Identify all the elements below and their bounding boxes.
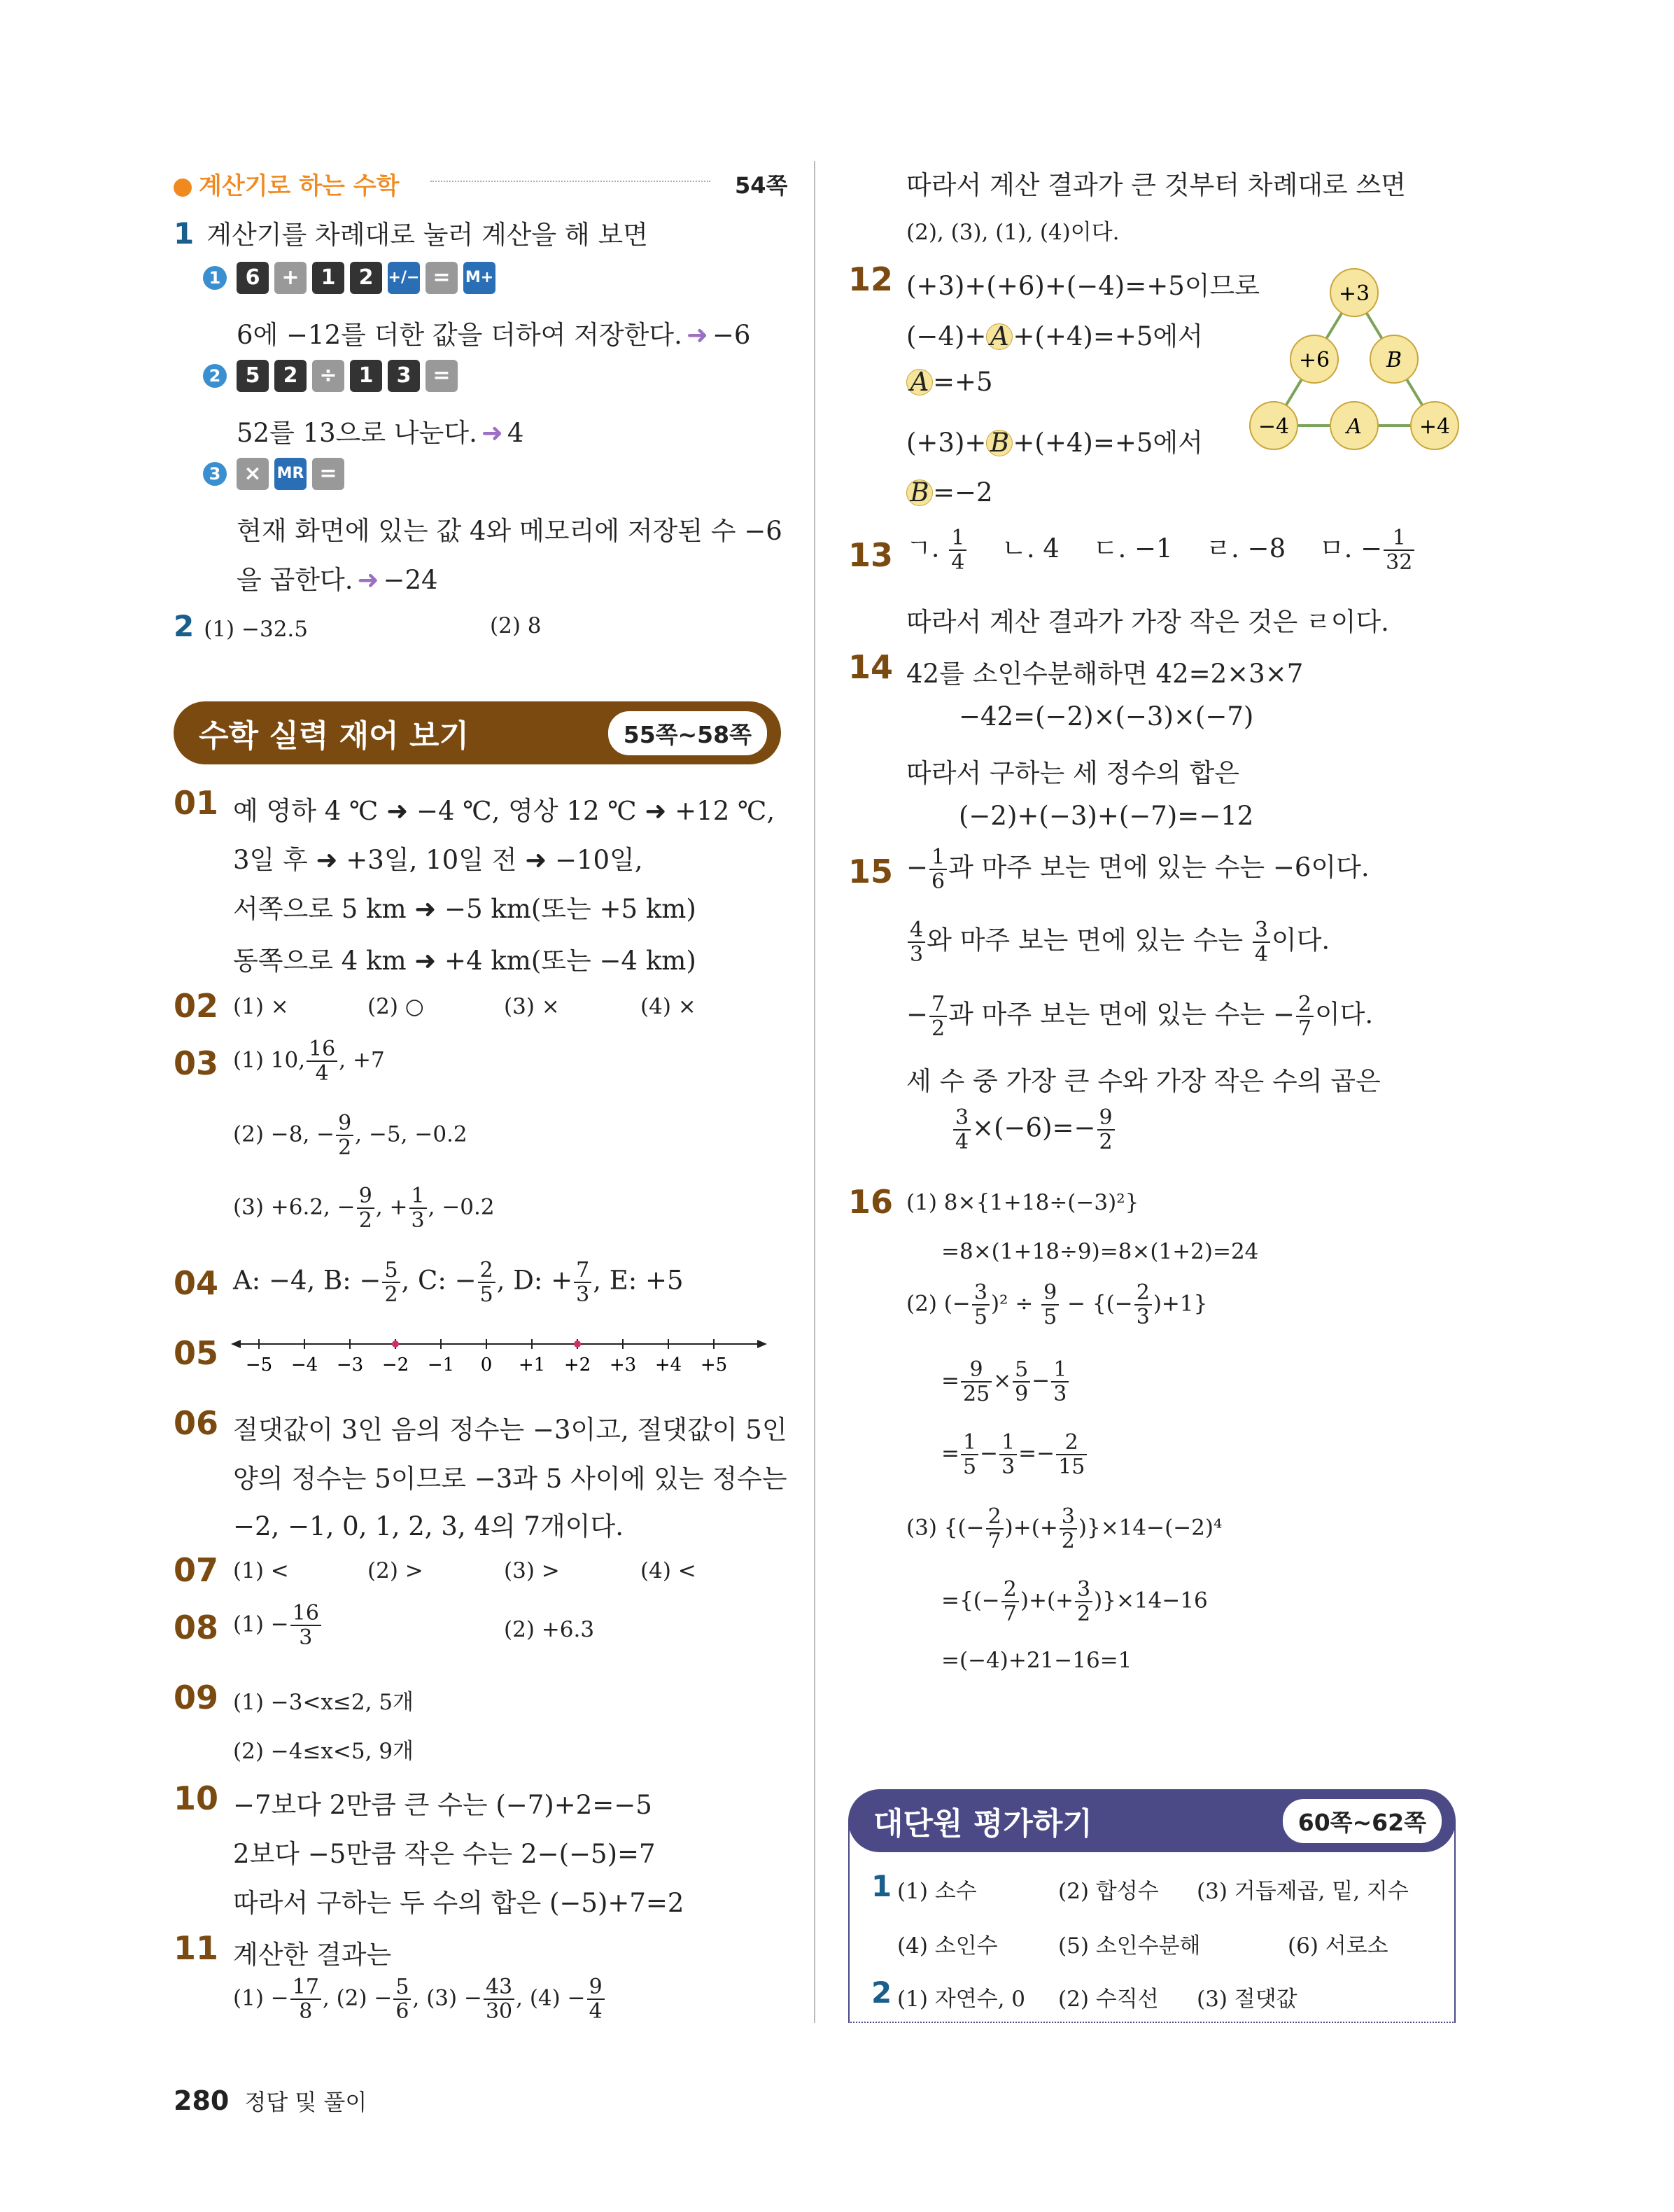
final-q1-a2: (2) 합성수 (1058, 1879, 1159, 1904)
q06-number: 06 (174, 1404, 219, 1442)
q11-number: 11 (174, 1929, 219, 1967)
q13-line-1: ㄱ. $\frac{1}{4}$ ㄴ. 4 ㄷ. −1 ㄹ. −8 ㅁ. − $\frac{1}{32}$ (906, 526, 1416, 574)
q04-answer: A: −4, B: − $\frac{5}{2}$ , C: − $\frac{2}{5}$ , D: + $\frac{7}{3}$ , E: +5 (233, 1258, 684, 1307)
q12-number: 12 (848, 260, 894, 298)
q09-a1: (1) −3<x≤2, 5개 (233, 1690, 414, 1715)
q16-3-line-2: ={(− $\frac{2}{7}$ )+(+ $\frac{3}{2}$ )}×14−16 (941, 1577, 1208, 1626)
final-q1-a1: (1) 소수 (897, 1879, 977, 1904)
final-q1-a5: (5) 소인수분해 (1058, 1933, 1201, 1959)
q15-line-3: − $\frac{7}{2}$ 과 마주 보는 면에 있는 수는 − $\frac{2}{7}$ 이다. (906, 992, 1374, 1041)
q09-number: 09 (174, 1679, 219, 1716)
q15-number: 15 (848, 853, 894, 890)
number-line-label: −5 (245, 1354, 273, 1376)
q16-2-line-1: (2) (− $\frac{3}{5}$ )² ÷ $\frac{9}{5}$ − {(− $\frac{2}{3}$ )+1} (906, 1280, 1208, 1329)
final-q2-a2: (2) 수직선 (1058, 1987, 1159, 2012)
q07-a2: (2) > (367, 1558, 423, 1583)
number-line-point (574, 1340, 581, 1348)
continued-line-1: 따라서 계산 결과가 큰 것부터 차례대로 쓰면 (906, 170, 1406, 200)
section-banner-unit-test: 대단원 평가하기 60쪽~62쪽 (848, 1789, 1456, 1852)
q14-line-2: −42=(−2)×(−3)×(−7) (959, 701, 1254, 732)
calc-header: 계산기로 하는 수학 (174, 167, 399, 201)
q01-line-4: 동쪽으로 4 km ➜ +4 km(또는 −4 km) (233, 946, 696, 976)
number-line-label: −4 (290, 1354, 318, 1376)
calc-keys-row-2: 2 5 2 ÷ 1 3 = (203, 358, 463, 392)
q14-line-1: 42를 소인수분해하면 42=2×3×7 (906, 659, 1304, 689)
q12-line-5: B =−2 (906, 477, 993, 507)
q12-line-2: (−4)+ A +(+4)=+5에서 (906, 321, 1203, 351)
q11-line-1: 계산한 결과는 (233, 1940, 392, 1970)
q12-line-3: A =+5 (906, 367, 993, 397)
number-line-label: −2 (381, 1354, 409, 1376)
page-footer: 280 정답 및 풀이 (174, 2085, 367, 2116)
q06-line-2: 양의 정수는 5이므로 −3과 5 사이에 있는 정수는 (233, 1464, 787, 1494)
q16-2-line-3: = $\frac{1}{5}$ − $\frac{1}{3}$ =− $\frac{2}{15}$ (941, 1431, 1088, 1478)
q13-number: 13 (848, 536, 894, 574)
q15-line-1: − $\frac{1}{6}$ 과 마주 보는 면에 있는 수는 −6이다. (906, 845, 1370, 894)
q02-a3: (3) × (504, 994, 560, 1019)
final-q2: 2 (871, 1975, 892, 2010)
svg-text:+4: +4 (1419, 414, 1451, 439)
q06-line-1: 절댓값이 3인 음의 정수는 −3이고, 절댓값이 5인 (233, 1415, 787, 1445)
triangle-diagram (1246, 266, 1463, 455)
svg-text:A: A (1346, 414, 1362, 439)
q14-line-4: (−2)+(−3)+(−7)=−12 (959, 801, 1254, 831)
q03-number: 03 (174, 1044, 219, 1082)
section-banner-skills: 수학 실력 재어 보기 55쪽~58쪽 (174, 701, 781, 764)
calc-keys-row-3: 3 × MR = (203, 456, 350, 490)
q07-a1: (1) < (233, 1558, 289, 1583)
q03-line-3: (3) +6.2, − $\frac{9}{2}$ , + $\frac{1}{3}$ , −0.2 (233, 1184, 495, 1233)
column-divider (814, 161, 815, 2023)
q04-number: 04 (174, 1264, 219, 1302)
calc-desc-1: 6에 −12를 더한 값을 더하여 저장한다. ➜ −6 (237, 320, 751, 350)
calc-desc-3a: 현재 화면에 있는 값 4와 메모리에 저장된 수 −6 (237, 516, 782, 546)
q07-a3: (3) > (504, 1558, 560, 1583)
q01-line-3: 서쪽으로 5 km ➜ −5 km(또는 +5 km) (233, 894, 696, 924)
q12-line-1: (+3)+(+6)+(−4)=+5이므로 (906, 271, 1260, 301)
final-q1-a6: (6) 서로소 (1288, 1933, 1388, 1959)
q16-1-line-2: =8×(1+18÷9)=8×(1+2)=24 (941, 1239, 1259, 1264)
q03-line-1: (1) 10, $\frac{16}{4}$ , +7 (233, 1037, 385, 1086)
q12-line-4: (+3)+ B +(+4)=+5에서 (906, 428, 1203, 458)
q15-line-5: $\frac{3}{4}$ ×(−6)=− $\frac{9}{2}$ (952, 1106, 1116, 1154)
q01-number: 01 (174, 784, 219, 822)
calc-page-ref: 54쪽 (735, 172, 788, 199)
final-q1: 1 (871, 1869, 892, 1903)
calc-q2-2: (2) 8 (490, 613, 542, 638)
q07-number: 07 (174, 1551, 219, 1589)
q08-number: 08 (174, 1609, 219, 1646)
calc-q2: 2 (1) −32.5 (174, 609, 308, 643)
continued-line-2: (2), (3), (1), (4)이다. (906, 220, 1120, 245)
q13-line-2: 따라서 계산 결과가 가장 작은 것은 ㄹ이다. (906, 607, 1389, 637)
final-q1-a3: (3) 거듭제곱, 밑, 지수 (1197, 1879, 1409, 1904)
q08-a1: (1) − $\frac{16}{3}$ (233, 1602, 323, 1649)
q09-a2: (2) −4≤x<5, 9개 (233, 1739, 414, 1764)
q07-a4: (4) < (640, 1558, 696, 1583)
q06-line-3: −2, −1, 0, 1, 2, 3, 4의 7개이다. (233, 1511, 624, 1541)
svg-text:B: B (1386, 348, 1402, 372)
calc-q1: 1 계산기를 차례대로 눌러 계산을 해 보면 (174, 216, 648, 251)
q14-line-3: 따라서 구하는 세 정수의 합은 (906, 758, 1239, 788)
q02-number: 02 (174, 987, 219, 1025)
svg-text:+6: +6 (1298, 348, 1330, 372)
final-q1-a4: (4) 소인수 (897, 1933, 998, 1959)
circled-a: A (986, 323, 1013, 350)
svg-text:+3: +3 (1338, 281, 1370, 306)
q16-3-line-3: =(−4)+21−16=1 (941, 1648, 1132, 1673)
q16-2-line-2: = $\frac{9}{25}$ × $\frac{5}{9}$ − $\frac{1}{3}$ (941, 1358, 1070, 1406)
number-line-label: −1 (427, 1354, 455, 1376)
q16-1-line-1: (1) 8×{1+18÷(−3)²} (906, 1190, 1139, 1215)
q10-line-3: 따라서 구하는 두 수의 합은 (−5)+7=2 (233, 1888, 684, 1918)
q15-line-2: $\frac{4}{3}$ 와 마주 보는 면에 있는 수는 $\frac{3}{4}$ 이다. (906, 918, 1330, 966)
number-line-label: +2 (563, 1354, 591, 1376)
q16-3-line-1: (3) {(− $\frac{2}{7}$ )+(+ $\frac{3}{2}$ )}×14−(−2)⁴ (906, 1504, 1223, 1553)
calc-desc-2: 52를 13으로 나눈다. ➜ 4 (237, 418, 524, 448)
final-q2-a3: (3) 절댓값 (1197, 1987, 1297, 2012)
number-line-label: +3 (609, 1354, 637, 1376)
number-line-label: +1 (518, 1354, 546, 1376)
q05-number-line (231, 1330, 770, 1386)
circled-b: B (986, 430, 1013, 456)
number-line-point (392, 1340, 399, 1348)
q11-answers: (1) − $\frac{17}{8}$ , (2) − $\frac{5}{6}$ , (3) − $\frac{43}{30}$ , (4) − $\frac{9}{4}$ (233, 1975, 606, 2023)
q01-line-2: 3일 후 ➜ +3일, 10일 전 ➜ −10일, (233, 845, 643, 875)
final-q2-a1: (1) 자연수, 0 (897, 1987, 1026, 2012)
q02-a1: (1) × (233, 994, 289, 1019)
q14-number: 14 (848, 648, 894, 686)
calc-desc-3b: 을 곱한다. ➜ −24 (237, 565, 438, 595)
q10-number: 10 (174, 1779, 219, 1817)
number-line-label: +5 (700, 1354, 728, 1376)
bullet-icon (174, 178, 192, 197)
svg-text:−4: −4 (1258, 414, 1290, 439)
calc-keys-row-1: 1 6 + 1 2 +/− = M+ (203, 260, 501, 294)
q10-line-2: 2보다 −5만큼 작은 수는 2−(−5)=7 (233, 1839, 656, 1869)
number-line-label: 0 (480, 1354, 493, 1376)
q01-line-1: 예 영하 4 ℃ ➜ −4 ℃, 영상 12 ℃ ➜ +12 ℃, (233, 796, 775, 826)
q16-number: 16 (848, 1183, 894, 1221)
q02-a4: (4) × (640, 994, 696, 1019)
header-leader-line (430, 181, 710, 182)
q08-a2: (2) +6.3 (504, 1617, 595, 1642)
number-line-label: +4 (654, 1354, 682, 1376)
q15-line-4: 세 수 중 가장 큰 수와 가장 작은 수의 곱은 (906, 1066, 1381, 1096)
q02-a2: (2) ○ (367, 994, 424, 1019)
q05-number: 05 (174, 1334, 219, 1372)
q03-line-2: (2) −8, − $\frac{9}{2}$ , −5, −0.2 (233, 1111, 467, 1160)
number-line-label: −3 (336, 1354, 364, 1376)
q10-line-1: −7보다 2만큼 큰 수는 (−7)+2=−5 (233, 1790, 652, 1820)
